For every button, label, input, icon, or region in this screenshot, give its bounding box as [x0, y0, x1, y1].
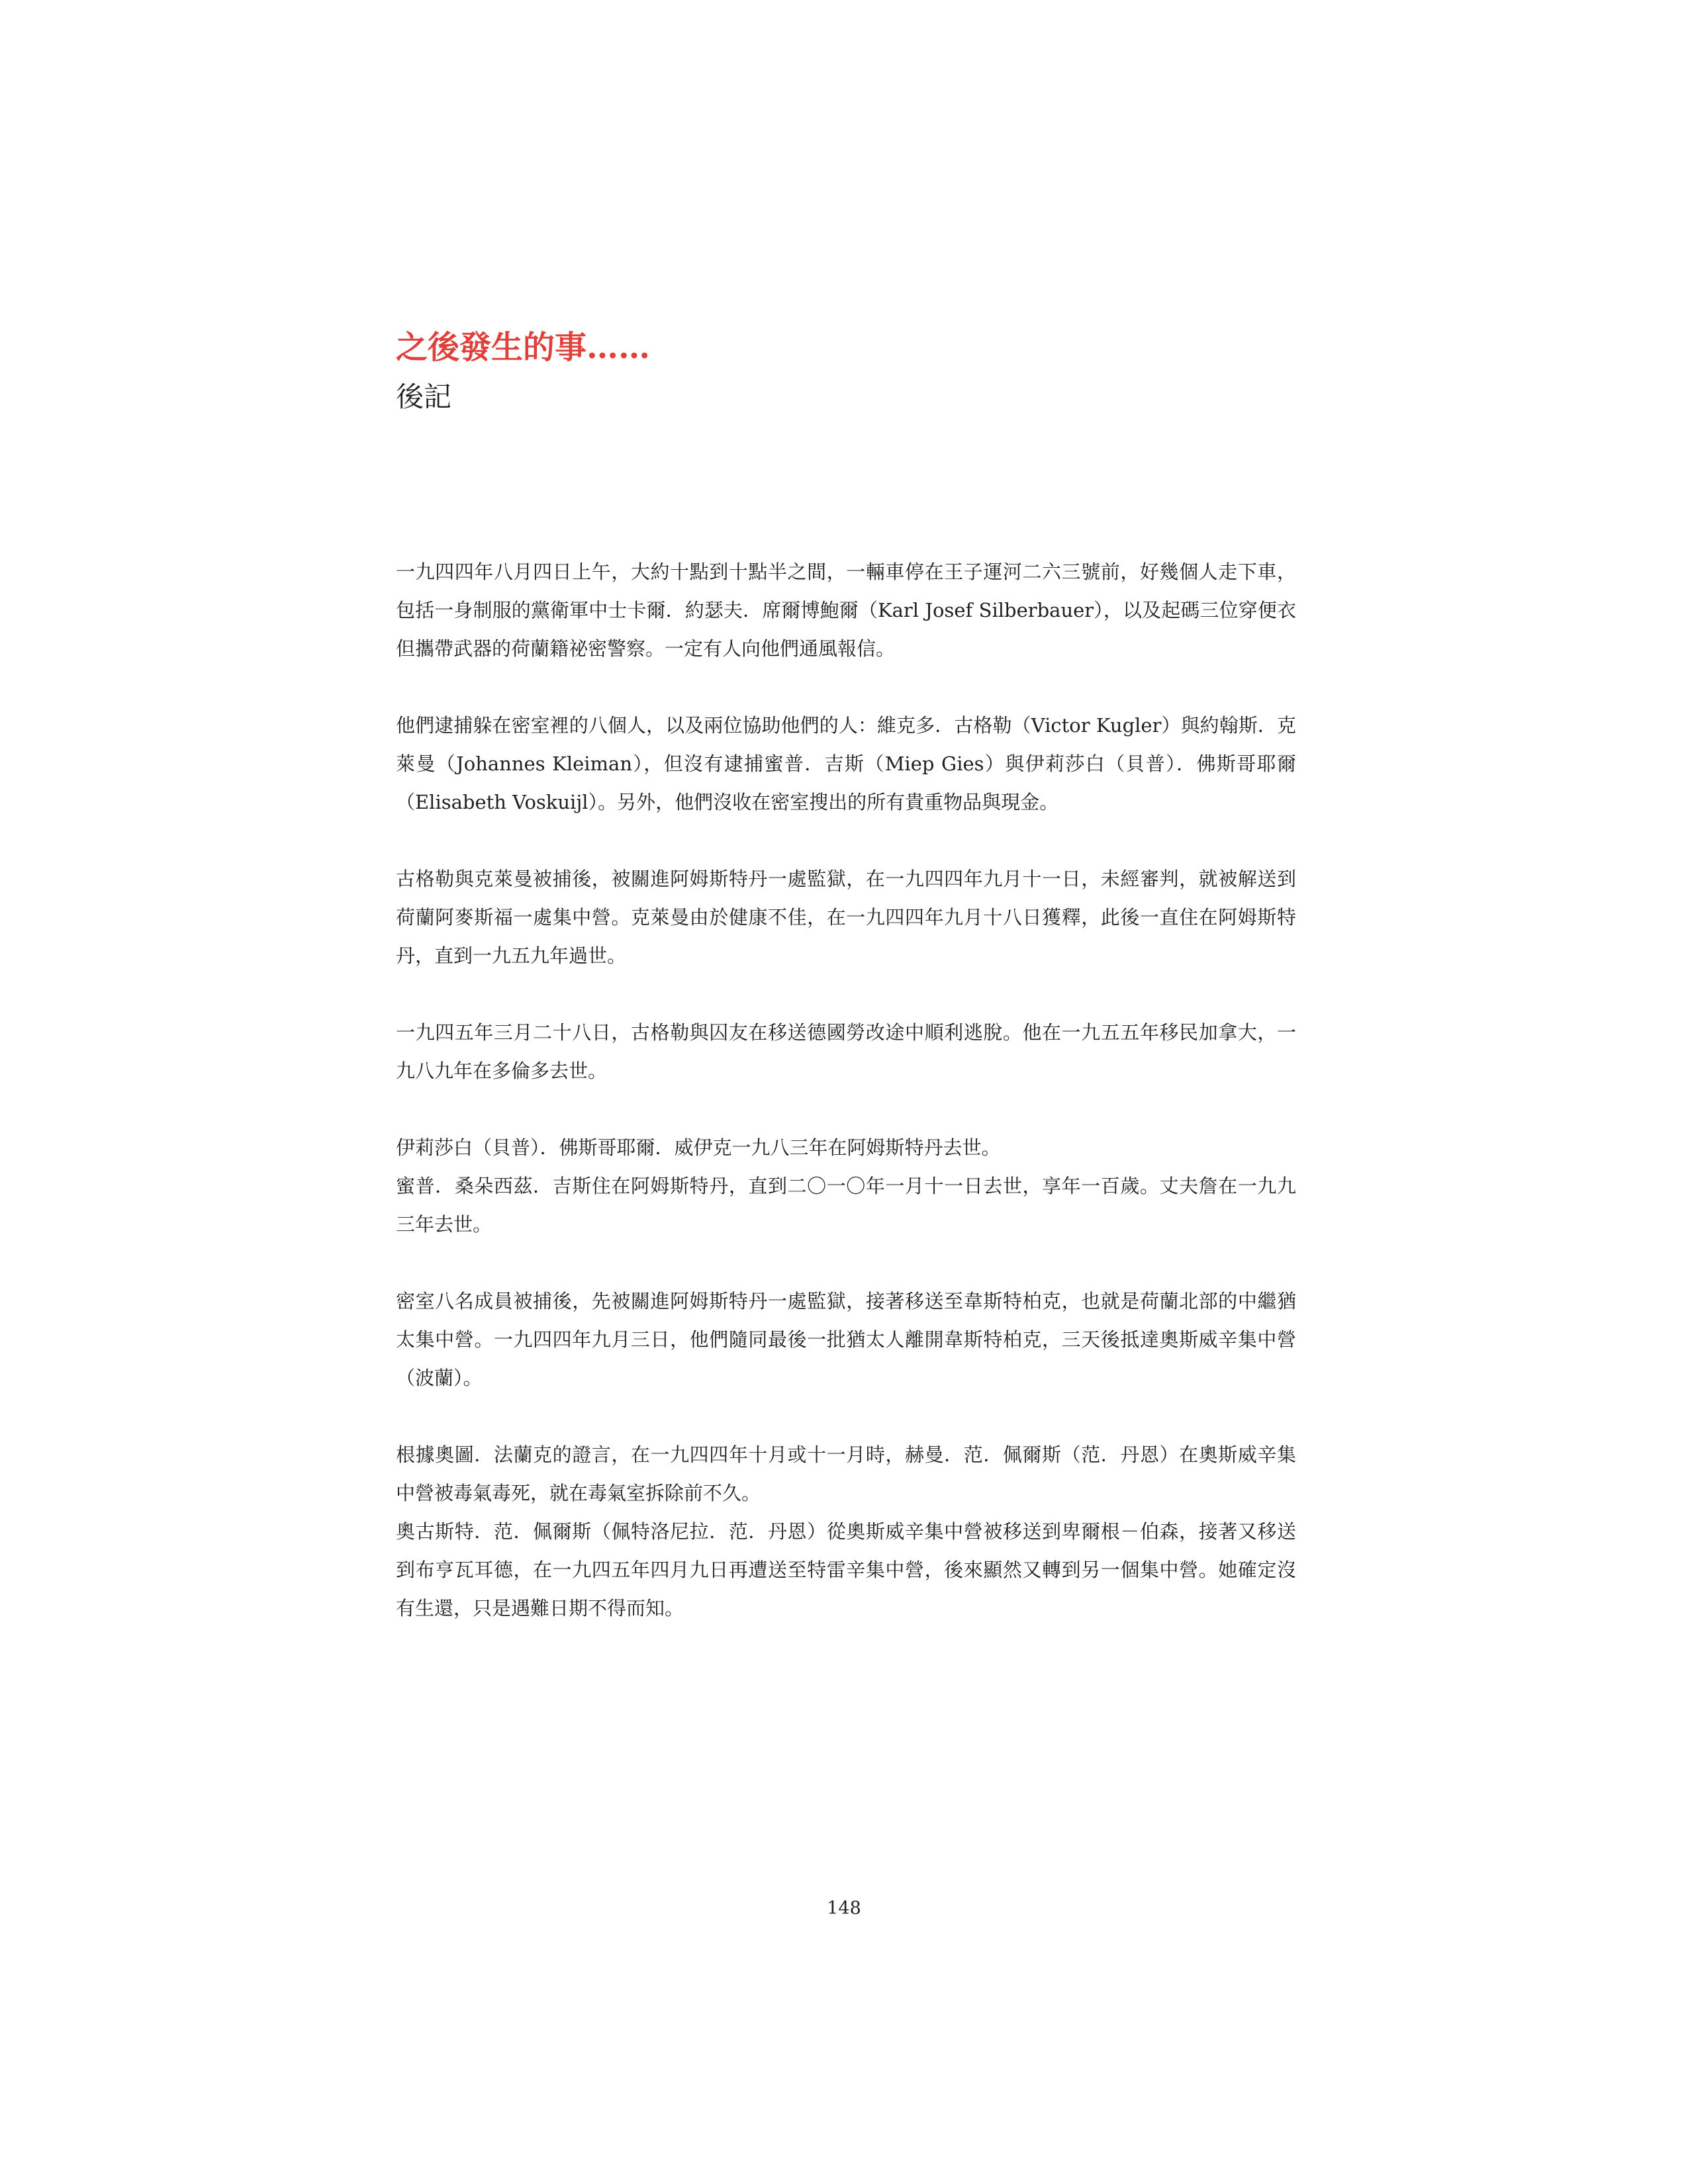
body-text: [396, 553, 1296, 1627]
paragraph: 奧古斯特．范．佩爾斯（佩特洛尼拉．范．丹恩）從奧斯威辛集中營被移送到卑爾根－伯森，接著又移送到布亨瓦耳德，在一九四五年四月九日再遭送至特雷辛集中營，後來顯然又轉到另一個集中營。她確定沒有生還，只是遇難日期不得而知。: [396, 1520, 1296, 1619]
paragraph: 古格勒與克萊曼被捕後，被關進阿姆斯特丹一處監獄，在一九四四年九月十一日，未經審判，就被解送到荷蘭阿麥斯福一處集中營。克萊曼由於健康不佳，在一九四四年九月十八日獲釋，此後一直住在阿姆斯特丹，直到一九五九年過世。: [396, 868, 1296, 967]
paragraph: 一九四五年三月二十八日，古格勒與囚友在移送德國勞改途中順利逃脫。他在一九五五年移民加拿大，一九八九年在多倫多去世。: [396, 1021, 1296, 1082]
page-number: 148: [827, 1898, 861, 1919]
paragraph: 一九四四年八月四日上午，大約十點到十點半之間，一輛車停在王子運河二六三號前，好幾個人走下車，包括一身制服的黨衛軍中士卡爾．約瑟夫．席爾博鮑爾（Karl Josef Silberbauer），以及起碼三位穿便衣但攜帶武器的荷蘭籍祕密警察。一定有人向他們通風報信。: [396, 561, 1296, 660]
paragraph: 伊莉莎白（貝普）．佛斯哥耶爾．威伊克一九八三年在阿姆斯特丹去世。: [396, 1136, 1001, 1159]
chapter-subtitle: 後記: [396, 381, 452, 413]
chapter-title: 之後發生的事……: [396, 329, 651, 366]
paragraph: 他們逮捕躲在密室裡的八個人，以及兩位協助他們的人：維克多．古格勒（Victor Kugler）與約翰斯．克萊曼（Johannes Kleiman），但沒有逮捕蜜普．吉斯（Miep Gies）與伊莉莎白（貝普）．佛斯哥耶爾（Elisabeth Voskuijl）。另外，他們沒收在密室搜出的所有貴重物品與現金。: [396, 714, 1296, 813]
paragraph: 密室八名成員被捕後，先被關進阿姆斯特丹一處監獄，接著移送至韋斯特柏克，也就是荷蘭北部的中繼猶太集中營。一九四四年九月三日，他們隨同最後一批猶太人離開韋斯特柏克，三天後抵達奧斯威辛集中營（波蘭）。: [396, 1290, 1296, 1389]
paragraph: 蜜普．桑朵西茲．吉斯住在阿姆斯特丹，直到二〇一〇年一月十一日去世，享年一百歲。丈夫詹在一九九三年去世。: [396, 1175, 1296, 1236]
paragraph: 根據奧圖．法蘭克的證言，在一九四四年十月或十一月時，赫曼．范．佩爾斯（范．丹恩）在奧斯威辛集中營被毒氣毒死，就在毒氣室拆除前不久。: [396, 1443, 1296, 1504]
